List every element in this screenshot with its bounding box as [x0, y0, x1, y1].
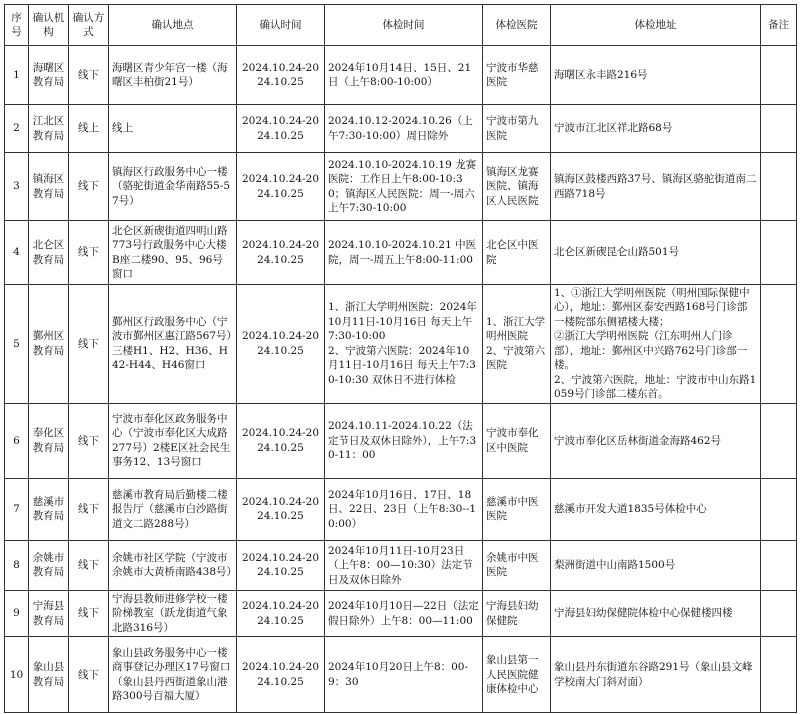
header-place: 确认地点	[109, 5, 237, 46]
cell-place: 鄞州区行政服务中心（宁波市鄞州区惠江路567号）三楼H1、H2、H36、H42-H44、H46窗口	[109, 285, 237, 404]
table-row	[5, 221, 797, 285]
cell-org: 海曙区教育局	[29, 46, 69, 105]
cell-note	[761, 540, 797, 590]
cell-address: 镇海区鼓楼西路37号、镇海区骆驼街道南二西路718号	[551, 153, 761, 221]
cell-place: 线上	[109, 105, 237, 153]
cell-mode: 线下	[69, 46, 109, 105]
cell-hospital: 宁海县妇幼保健院	[483, 590, 551, 636]
cell-mode: 线下	[69, 285, 109, 404]
cell-confirm-time: 2024.10.24-2024.10.25	[237, 478, 325, 540]
cell-mode: 线下	[69, 590, 109, 636]
cell-address: 宁波市奉化区岳林街道金海路462号	[551, 403, 761, 478]
cell-confirm-time: 2024.10.24-2024.10.25	[237, 590, 325, 636]
cell-place: 象山县政务服务中心一楼商事登记办理区17号窗口（象山县丹西街道象山港路300号百福大厦）	[109, 637, 237, 713]
cell-exam-time: 1、浙江大学明州医院：2024年10月11日-10月16日 每天上午7:30-10:00 2、宁波第六医院：2024年10月11日-10月16日 每天上午7:30-10:30 双休日不进行体检	[325, 285, 483, 404]
cell-exam-time: 2024.10.10-2024.10.21 中医院，周一-周五上午8:00-11:00	[325, 221, 483, 285]
cell-hospital: 宁波市第九医院	[483, 105, 551, 153]
table-row	[5, 637, 797, 713]
cell-note	[761, 403, 797, 478]
cell-hospital: 北仑区中医院	[483, 221, 551, 285]
cell-mode: 线下	[69, 478, 109, 540]
cell-address: 北仑区新碶昆仑山路501号	[551, 221, 761, 285]
cell-note	[761, 46, 797, 105]
cell-org: 江北区教育局	[29, 105, 69, 153]
table-row	[5, 403, 797, 478]
cell-address: 宁海县妇幼保健院体检中心保健楼四楼	[551, 590, 761, 636]
cell-address: 1、①浙江大学明州医院（明州国际保健中心），地址：鄞州区泰安西路168号门诊部一楼院部东侧裙楼大楼； ②浙江大学明州医院（江东明州人门诊部），地址：鄞州区中兴路762号门诊部一楼。 2、宁波第六医院，地址：宁波市中山东路1059号门诊部二楼东首。	[551, 285, 761, 404]
table-row	[5, 153, 797, 221]
table-row	[5, 478, 797, 540]
cell-confirm-time: 2024.10.24-2024.10.25	[237, 46, 325, 105]
cell-hospital: 慈溪市中医医院	[483, 478, 551, 540]
cell-exam-time: 2024年10月16日、17日、18日、22日、23日（上午8:30--10:00）	[325, 478, 483, 540]
cell-exam-time: 2024年10月20日上午8：00-9：30	[325, 637, 483, 713]
cell-confirm-time: 2024.10.24-2024.10.25	[237, 221, 325, 285]
cell-hospital: 象山县第一人民医院健康体检中心	[483, 637, 551, 713]
cell-note	[761, 221, 797, 285]
cell-org: 象山县教育局	[29, 637, 69, 713]
cell-org: 北仑区教育局	[29, 221, 69, 285]
cell-no: 9	[5, 590, 29, 636]
cell-hospital: 宁波市奉化区中医院	[483, 403, 551, 478]
cell-no: 3	[5, 153, 29, 221]
cell-no: 4	[5, 221, 29, 285]
cell-exam-time: 2024年10月14日、15日、21日（上午8:00-10:00）	[325, 46, 483, 105]
table-row	[5, 105, 797, 153]
cell-org: 宁海县教育局	[29, 590, 69, 636]
cell-place: 余姚市社区学院（宁波市余姚市大黄桥南路438号）	[109, 540, 237, 590]
header-hospital: 体检医院	[483, 5, 551, 46]
cell-note	[761, 105, 797, 153]
header-mode: 确认方式	[69, 5, 109, 46]
header-confirm-time: 确认时间	[237, 5, 325, 46]
cell-exam-time: 2024.10.10-2024.10.19 龙赛医院：工作日上午8:00-10:30；镇海区人民医院：周一-周六上午7:30-10:00	[325, 153, 483, 221]
cell-place: 慈溪市教育局后勤楼二楼报告厅（慈溪市白沙路街道文二路288号）	[109, 478, 237, 540]
cell-exam-time: 2024.10.12-2024.10.26（上午7:30-10:00）周日除外	[325, 105, 483, 153]
cell-no: 6	[5, 403, 29, 478]
table-row	[5, 46, 797, 105]
cell-org: 镇海区教育局	[29, 153, 69, 221]
cell-no: 8	[5, 540, 29, 590]
cell-exam-time: 2024.10.11-2024.10.22（法定节日及双休日除外），上午7:30-11：00	[325, 403, 483, 478]
cell-hospital: 1、浙江大学明州医院 2、宁波第六医院	[483, 285, 551, 404]
cell-mode: 线下	[69, 637, 109, 713]
cell-note	[761, 637, 797, 713]
cell-org: 鄞州区教育局	[29, 285, 69, 404]
header-no: 序号	[5, 5, 29, 46]
cell-mode: 线上	[69, 105, 109, 153]
cell-org: 奉化区教育局	[29, 403, 69, 478]
cell-org: 慈溪市教育局	[29, 478, 69, 540]
cell-exam-time: 2024年10月10日—22日（法定假日除外）上午8：00—11:00	[325, 590, 483, 636]
header-note: 备注	[761, 5, 797, 46]
table-row	[5, 285, 797, 404]
cell-place: 北仑区新碶街道四明山路773号行政服务中心大楼B座二楼90、95、96号窗口	[109, 221, 237, 285]
cell-confirm-time: 2024.10.24-2024.10.25	[237, 540, 325, 590]
cell-address: 象山县丹东街道东谷路291号（象山县文峰学校南大门斜对面）	[551, 637, 761, 713]
cell-no: 7	[5, 478, 29, 540]
cell-address: 海曙区永丰路216号	[551, 46, 761, 105]
cell-confirm-time: 2024.10.24-2024.10.25	[237, 285, 325, 404]
cell-confirm-time: 2024.10.24-2024.10.25	[237, 153, 325, 221]
cell-mode: 线下	[69, 221, 109, 285]
cell-exam-time: 2024年10月11日-10月23日（上午8：00—10:30）法定节日及双休日除外	[325, 540, 483, 590]
cell-mode: 线下	[69, 403, 109, 478]
cell-address: 宁波市江北区祥北路68号	[551, 105, 761, 153]
cell-no: 2	[5, 105, 29, 153]
header-address: 体检地址	[551, 5, 761, 46]
exam-schedule-table	[4, 4, 797, 713]
cell-note	[761, 153, 797, 221]
cell-place: 镇海区行政服务中心一楼（骆驼街道金华南路55-57号）	[109, 153, 237, 221]
cell-no: 5	[5, 285, 29, 404]
cell-no: 1	[5, 46, 29, 105]
cell-mode: 线下	[69, 153, 109, 221]
cell-hospital: 余姚市中医医院	[483, 540, 551, 590]
header-exam-time: 体检时间	[325, 5, 483, 46]
cell-confirm-time: 2024.10.24-2024.10.25	[237, 637, 325, 713]
cell-note	[761, 285, 797, 404]
table-row	[5, 590, 797, 636]
cell-place: 宁海县教师进修学校一楼阶梯教室（跃龙街道气象北路316号）	[109, 590, 237, 636]
cell-org: 余姚市教育局	[29, 540, 69, 590]
cell-no: 10	[5, 637, 29, 713]
cell-place: 宁波市奉化区政务服务中心（宁波市奉化区大成路277号）2楼E区社会民生事务12、13号窗口	[109, 403, 237, 478]
cell-address: 梨洲街道中山南路1500号	[551, 540, 761, 590]
header-row	[5, 5, 797, 46]
cell-place: 海曙区青少年宫一楼（海曙区丰柏街21号）	[109, 46, 237, 105]
header-org: 确认机构	[29, 5, 69, 46]
cell-note	[761, 478, 797, 540]
cell-mode: 线下	[69, 540, 109, 590]
table-row	[5, 540, 797, 590]
cell-hospital: 镇海区龙赛医院、镇海区人民医院	[483, 153, 551, 221]
cell-note	[761, 590, 797, 636]
cell-address: 慈溪市开发大道1835号体检中心	[551, 478, 761, 540]
cell-confirm-time: 2024.10.24-2024.10.25	[237, 403, 325, 478]
cell-confirm-time: 2024.10.24-2024.10.25	[237, 105, 325, 153]
cell-hospital: 宁波市华慈医院	[483, 46, 551, 105]
